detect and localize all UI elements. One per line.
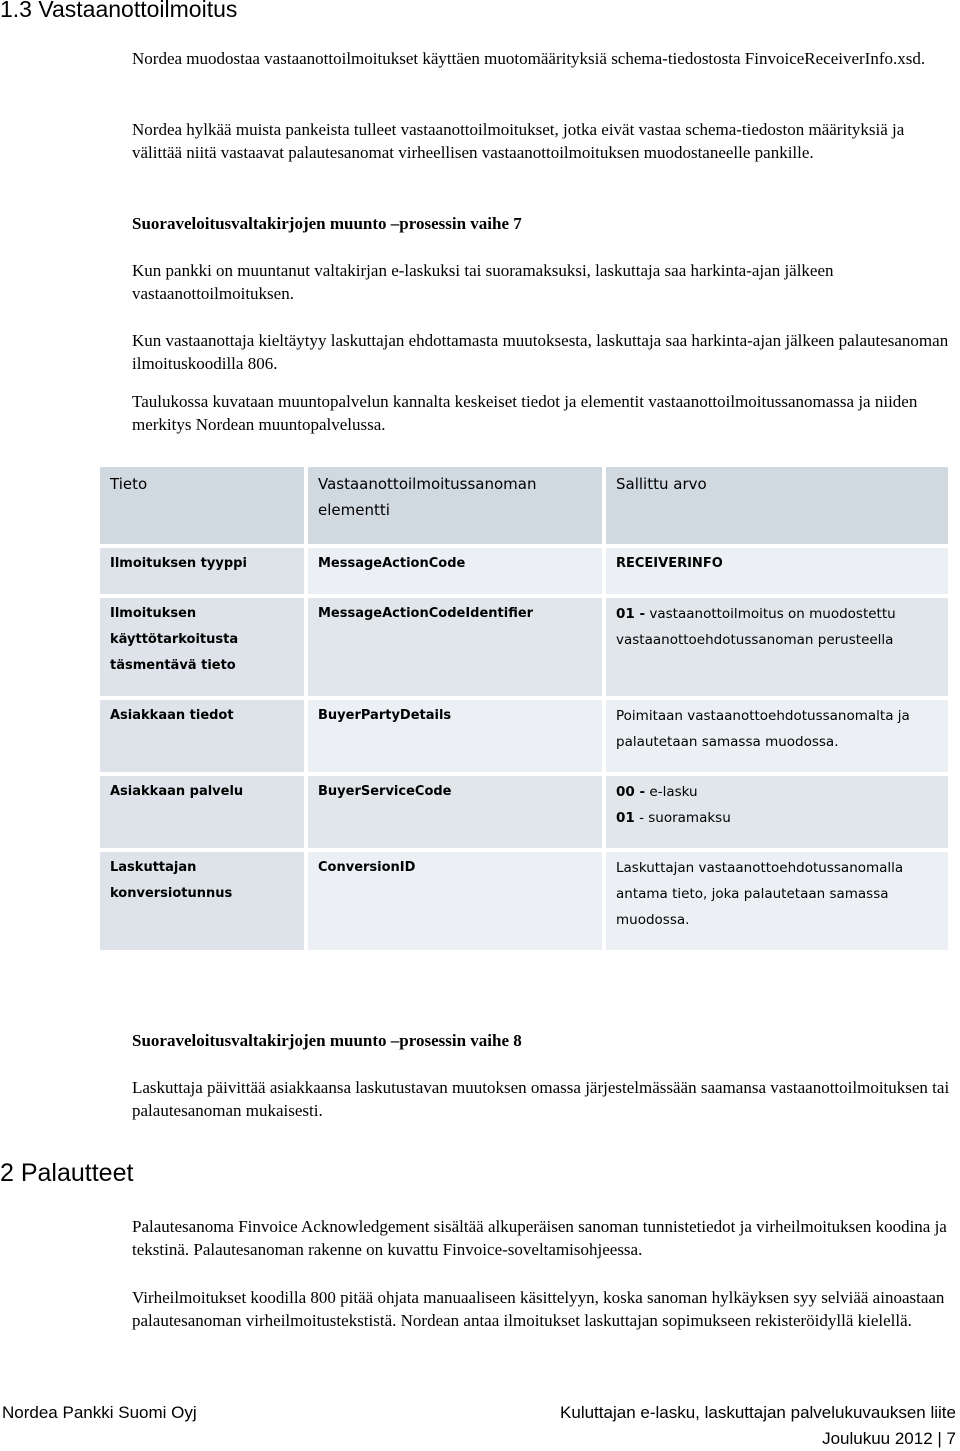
- value-line: [616, 805, 938, 831]
- paragraph-acknowledgement: Palautesanoma Finvoice Acknowledgement sisältää alkuperäisen sanoman tunnistetiedot ja virheilmoituksen koodina ja tekstinä. Palautesanoman rakenne on kuvattu Finvoice-soveltamisohjeessa.: [132, 1217, 947, 1259]
- value-text: vastaanottoilmoitus on muodostettu vastaanottoehdotussanoman perusteella: [616, 606, 896, 648]
- value-code: 01 -: [616, 606, 646, 622]
- table-row: [100, 852, 948, 950]
- table-cell-value: [606, 598, 948, 696]
- step8-heading: Suoraveloitusvaltakirjojen muunto –prosessin vaihe 8: [132, 1031, 522, 1050]
- section-heading-1-3: 1.3 Vastaanottoilmoitus: [0, 0, 238, 22]
- table-cell-value: Laskuttajan vastaanottoehdotussanomalla antama tieto, joka palautetaan samassa muodossa.: [606, 852, 948, 950]
- table-row: [100, 598, 948, 696]
- paragraph-error-800: Virheilmoitukset koodilla 800 pitää ohjata manuaaliseen käsittelyyn, koska sanoman hylkäyksen syy selviää ainoastaan palautesanoman virheilmoitustekstistä. Nordean antaa ilmoitukset laskuttajan sopimukseen rekisteröidyllä kielellä.: [132, 1288, 945, 1330]
- value-line: [616, 779, 938, 805]
- paragraph-step7-b: Kun vastaanottaja kieltäytyy laskuttajan ehdottamasta muutoksesta, laskuttaja saa harkinta-ajan jälkeen palautesanoman ilmoituskoodilla 806.: [132, 331, 949, 373]
- table-row: [100, 548, 948, 594]
- table-cell-element: MessageActionCodeIdentifier: [308, 598, 606, 696]
- table-cell-tieto: Ilmoituksen käyttötarkoitusta täsmentävä tieto: [100, 598, 308, 696]
- paragraph-step8: Laskuttaja päivittää asiakkaansa laskutustavan muutoksen omassa järjestelmässään saamansa vastaanottoilmoituksen tai palautesanoman mukaisesti.: [132, 1078, 950, 1120]
- table-cell-tieto: Laskuttajan konversiotunnus: [100, 852, 308, 950]
- value-code: 00 -: [616, 784, 646, 800]
- table-row: [100, 776, 948, 848]
- paragraph-schema: Nordea muodostaa vastaanottoilmoitukset käyttäen muotomäärityksiä schema-tiedostosta FinvoiceReceiverInfo.xsd.: [132, 49, 926, 68]
- table-cell-element: ConversionID: [308, 852, 606, 950]
- table-cell-tieto: Asiakkaan palvelu: [100, 776, 308, 848]
- table-cell-element: MessageActionCode: [308, 548, 606, 594]
- paragraph-step7-a: Kun pankki on muuntanut valtakirjan e-laskuksi tai suoramaksuksi, laskuttaja saa harkinta-ajan jälkeen vastaanottoilmoituksen.: [132, 261, 834, 303]
- value-code: 01: [616, 810, 635, 826]
- value-text: - suoramaksu: [639, 810, 731, 826]
- table-cell-element: BuyerPartyDetails: [308, 700, 606, 772]
- table-cell-tieto: Asiakkaan tiedot: [100, 700, 308, 772]
- footer-company: Nordea Pankki Suomi Oyj: [2, 1403, 197, 1422]
- table-header-value: Sallittu arvo: [606, 467, 948, 544]
- table-header-row: [100, 467, 948, 544]
- table-cell-tieto: Ilmoituksen tyyppi: [100, 548, 308, 594]
- paragraph-step7-c: Taulukossa kuvataan muuntopalvelun kannalta keskeiset tiedot ja elementit vastaanottoilmoitussanomassa ja niiden merkitys Nordean muuntopalvelussa.: [132, 392, 918, 434]
- step7-heading: Suoraveloitusvaltakirjojen muunto –prosessin vaihe 7: [132, 214, 522, 233]
- value-text: e-lasku: [649, 784, 698, 800]
- footer-date-page: Joulukuu 2012 | 7: [822, 1429, 956, 1448]
- table-cell-value: Poimitaan vastaanottoehdotussanomalta ja palautetaan samassa muodossa.: [606, 700, 948, 772]
- receiver-info-table: [100, 463, 948, 954]
- paragraph-rejection: Nordea hylkää muista pankeista tulleet vastaanottoilmoitukset, jotka eivät vastaa schema-tiedoston määrityksiä ja välittää niitä vastaavat palautesanomat virheellisen vastaanottoilmoituksen muodostaneelle pankille.: [132, 120, 905, 162]
- table-cell-element: BuyerServiceCode: [308, 776, 606, 848]
- footer-doc-title: Kuluttajan e-lasku, laskuttajan palvelukuvauksen liite: [560, 1403, 956, 1422]
- table-cell-value: [606, 776, 948, 848]
- table-header-tieto: Tieto: [100, 467, 308, 544]
- table-row: [100, 700, 948, 772]
- section-heading-2: 2 Palautteet: [0, 1159, 134, 1187]
- table-header-element: Vastaanottoilmoitussanoman elementti: [308, 467, 606, 544]
- table-cell-value: RECEIVERINFO: [606, 548, 948, 594]
